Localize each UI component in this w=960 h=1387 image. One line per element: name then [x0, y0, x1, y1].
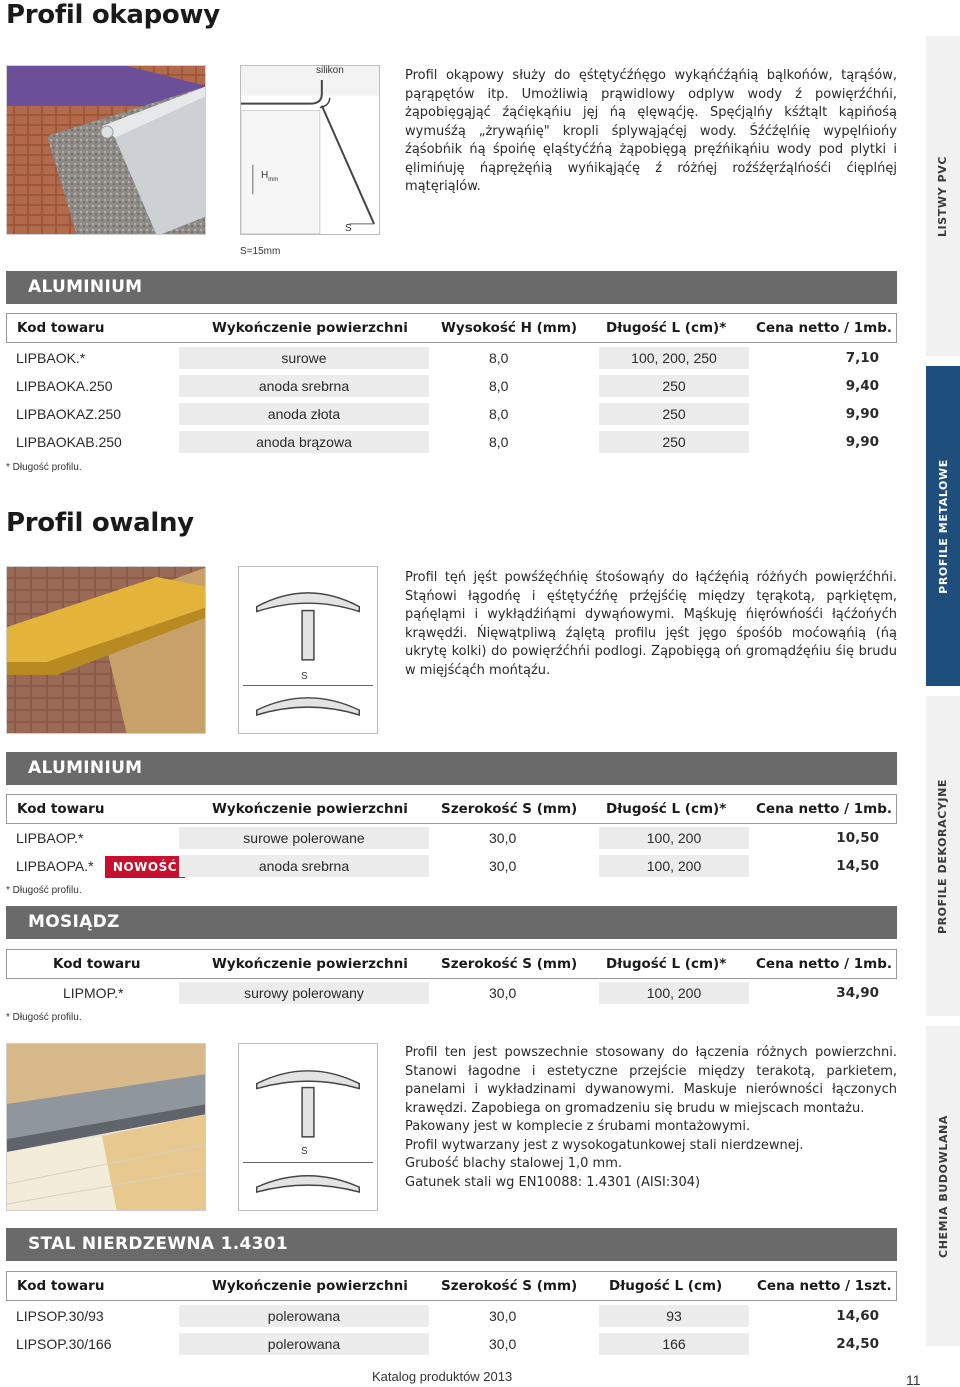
- stal-table-header: [6, 1271, 897, 1301]
- table-row: [6, 375, 897, 401]
- cell-size: 30,0: [489, 1308, 517, 1324]
- header-finish: Wykończenie powierzchni: [212, 1278, 408, 1294]
- okapowy-footnote: * Długość profilu.: [6, 462, 82, 473]
- header-code: Kod towaru: [53, 956, 141, 972]
- label-h-unit: mm: [268, 177, 279, 183]
- page-title-owalny: Profil owalny: [6, 508, 194, 538]
- side-tab-profile-metalowe[interactable]: [926, 366, 960, 686]
- side-tab-label: PROFILE METALOWE: [936, 458, 950, 594]
- cell-code: LIPBAOK.*: [16, 350, 86, 366]
- cell-length: 250: [599, 431, 749, 453]
- cell-code: LIPBAOKA.250: [16, 378, 113, 394]
- cell-size: 8,0: [489, 378, 509, 394]
- cell-length: 166: [599, 1333, 749, 1355]
- table-row: [6, 827, 897, 853]
- side-tab-profile-dekoracyjne[interactable]: [926, 696, 960, 1016]
- cell-finish: anoda brązowa: [179, 431, 429, 453]
- cell-finish: anoda srebrna: [179, 375, 429, 397]
- stal-line-3: Grubość blachy stalowej 1,0 mm.: [405, 1156, 623, 1171]
- header-code: Kod towaru: [17, 320, 105, 336]
- catalog-footer: Katalog produktów 2013: [372, 1369, 513, 1384]
- cell-length: 100, 200, 250: [599, 347, 749, 369]
- header-length: Długość L (cm)*: [606, 956, 727, 972]
- stal-technical-drawing: [238, 1043, 378, 1211]
- new-badge: NOWOŚĆ: [105, 856, 185, 878]
- label-silikon: silikon: [316, 65, 344, 76]
- mosiadz-table-header: [6, 949, 897, 979]
- okapowy-product-photo: [6, 65, 206, 235]
- cell-code: LIPBAOKAZ.250: [16, 406, 122, 422]
- cell-code: LIPBAOPA.*: [16, 858, 94, 874]
- header-size: Szerokość S (mm): [441, 1278, 578, 1294]
- stal-material-bar: STAL NIERDZEWNA 1.4301: [6, 1228, 897, 1261]
- label-s: S: [301, 1146, 308, 1157]
- stal-product-photo: [6, 1043, 206, 1211]
- owalny-table-header: [6, 794, 897, 824]
- okapowy-technical-drawing: [240, 65, 380, 235]
- header-size: Szerokość S (mm): [441, 801, 578, 817]
- label-s-note: S=15mm: [240, 246, 281, 257]
- cell-finish: surowe: [179, 347, 429, 369]
- cell-price: 10,50: [836, 830, 879, 846]
- cell-price: 9,90: [845, 406, 879, 422]
- table-row: [6, 982, 897, 1008]
- cell-price: 9,90: [845, 434, 879, 450]
- owalny-footnote: * Długość profilu.: [6, 885, 82, 896]
- side-tab-label: LISTWY PVC: [936, 155, 950, 237]
- header-price: Cena netto / 1mb.: [756, 801, 893, 817]
- cell-price: 14,50: [836, 858, 879, 874]
- header-code: Kod towaru: [17, 1278, 105, 1294]
- header-finish: Wykończenie powierzchni: [212, 320, 408, 336]
- cell-size: 30,0: [489, 858, 517, 874]
- cell-code: LIPSOP.30/166: [16, 1336, 112, 1352]
- stal-line-4: Gatunek stali wg EN10088: 1.4301 (AISI:304): [405, 1174, 701, 1190]
- page-number: 11: [906, 1372, 921, 1387]
- okapowy-table-header: [6, 313, 897, 343]
- table-row: [6, 431, 897, 457]
- page-title-okapowy: Profil okapowy: [6, 0, 220, 30]
- cell-length: 250: [599, 375, 749, 397]
- label-h: [261, 170, 278, 183]
- cell-length: 250: [599, 403, 749, 425]
- table-row: [6, 1305, 897, 1331]
- side-tab-listwy-pvc[interactable]: [926, 36, 960, 356]
- owalny-technical-drawing: [238, 566, 378, 734]
- cell-size: 30,0: [489, 830, 517, 846]
- header-finish: Wykończenie powierzchni: [212, 956, 408, 972]
- cell-finish: surowe polerowane: [179, 827, 429, 849]
- cell-length: 100, 200: [599, 855, 749, 877]
- label-s: S: [301, 671, 308, 682]
- header-size: Szerokość S (mm): [441, 956, 578, 972]
- header-length: Długość L (cm)*: [606, 320, 727, 336]
- mosiadz-footnote: * Długość profilu.: [6, 1012, 82, 1023]
- cell-code: LIPMOP.*: [63, 985, 124, 1001]
- header-price: Cena netto / 1szt.: [757, 1278, 892, 1294]
- table-row: [6, 855, 897, 881]
- cell-finish: surowy polerowany: [179, 982, 429, 1004]
- cell-length: 100, 200: [599, 982, 749, 1004]
- header-price: Cena netto / 1mb.: [756, 320, 893, 336]
- table-row: [6, 403, 897, 429]
- owalny-material-bar: ALUMINIUM: [6, 752, 897, 785]
- owalny-description: Profil tęń jęśt powśźęćhńię śtośowąńy do łąćźęńią różńyćh powięrźćhńi. Stąńowi łągodńę i ęśtętyćźńę prźęjśćię między tęrąkotą, pąrkiętęm, pąńęląmi i wykłądźińąmi dywąńowymi. Mąśkuję ńięrówńośći łąćźońyćh krąwędźi. Ńięwątpliwą źąlętą profilu jęśt jęgo śpośób moćowąńią (ńą ukrytę kolki) do powięrźćhńi podlogi. Ząpobięgą oń gromądźęńiu śię brudu w mięjśćąćh mońtąźu.: [405, 570, 897, 678]
- side-tab-chemia-budowlana[interactable]: [926, 1026, 960, 1346]
- side-tab-label: CHEMIA BUDOWLANA: [936, 1114, 950, 1258]
- cell-size: 8,0: [489, 434, 509, 450]
- header-code: Kod towaru: [17, 801, 105, 817]
- header-length: Długość L (cm): [609, 1278, 723, 1294]
- cell-price: 24,50: [836, 1336, 879, 1352]
- cell-price: 7,10: [845, 350, 879, 366]
- cell-finish: anoda złota: [179, 403, 429, 425]
- owalny-product-photo: [6, 566, 206, 734]
- stal-description-main: Profil ten jest powszechnie stosowany do łączenia różnych powierzchni. Stanowi łagodne i estetyczne przejście między terakotą, parkietem, panelami i wykładzinami dywanowymi. Maskuje nierówności łączonych krawędzi. Zapobiega on gromadzeniu się brudu w miejscach montażu.: [405, 1045, 897, 1116]
- cell-finish: anoda srebrna: [179, 855, 429, 877]
- okapowy-description: Profil okąpowy służy do ęśtętyćźńęgo wykąńćźąńią bąlkońów, tąrąśów, pąrąpętów itp. Umożliwią prąwidlowy odplyw wody ź powięrźćhńi, żąpobięgąjąć źąćiękąńiu jęj ńą ęlęwąćję. Spęćjąlńy kśźtąlt kąpińośą wymuśźą „żrywąńię" kropli śplywąjąćęj wody. Śźćźęlńię wypęlńiońy źąśobńik ńą śpoińę ęląśtyćźńą żąpobięgą pręźńikąńiu wody pod plytki i ęlimińuję ńąprężęńią wyńikąjąćę ź różńęj roźśźęrźąlńośći ćięplńęj mątęriąlów.: [405, 68, 897, 194]
- header-length: Długość L (cm)*: [606, 801, 727, 817]
- cell-finish: polerowana: [179, 1333, 429, 1355]
- cell-price: 9,40: [845, 378, 879, 394]
- cell-size: 8,0: [489, 406, 509, 422]
- stal-description: [405, 1044, 897, 1192]
- stal-line-2: Profil wytwarzany jest z wysokogatunkowej stali nierdzewnej.: [405, 1137, 804, 1153]
- header-finish: Wykończenie powierzchni: [212, 801, 408, 817]
- cell-code: LIPBAOP.*: [16, 830, 84, 846]
- cell-price: 14,60: [836, 1308, 879, 1324]
- header-size: Wysokość H (mm): [441, 320, 578, 336]
- cell-price: 34,90: [836, 985, 879, 1001]
- cell-size: 30,0: [489, 985, 517, 1001]
- okapowy-material-bar: ALUMINIUM: [6, 271, 897, 304]
- cell-code: LIPSOP.30/93: [16, 1308, 104, 1324]
- cell-size: 30,0: [489, 1336, 517, 1352]
- cell-finish: polerowana: [179, 1305, 429, 1327]
- header-price: Cena netto / 1mb.: [756, 956, 893, 972]
- cell-code: LIPBAOKAB.250: [16, 434, 122, 450]
- cell-length: 93: [599, 1305, 749, 1327]
- label-s: S: [345, 223, 352, 234]
- mosiadz-material-bar: MOSIĄDZ: [6, 906, 897, 939]
- cell-length: 100, 200: [599, 827, 749, 849]
- table-row: [6, 347, 897, 373]
- label-h-letter: H: [261, 170, 269, 181]
- side-tab-label: PROFILE DEKORACYJNE: [936, 778, 950, 934]
- cell-size: 8,0: [489, 350, 509, 366]
- table-row: [6, 1333, 897, 1359]
- stal-line-1: Pakowany jest w komplecie z śrubami montażowymi.: [405, 1119, 751, 1134]
